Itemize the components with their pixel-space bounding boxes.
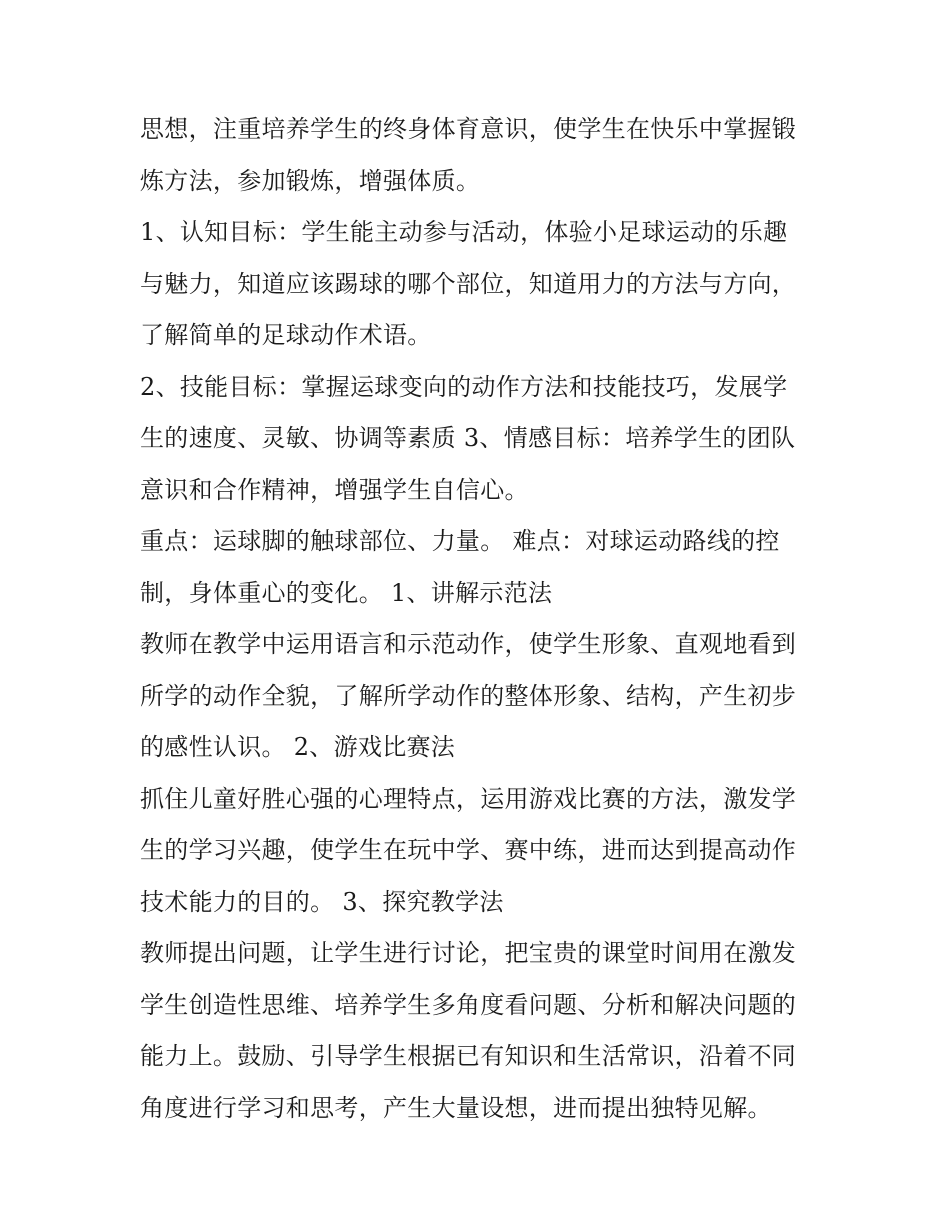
text-line: 教师提出问题，让学生进行讨论，把宝贵的课堂时间用在激发 [140,939,797,967]
text-line: 抓住儿童好胜心强的心理特点，运用游戏比赛的方法，激发学 [140,784,797,813]
text-line: 所学的动作全貌，了解所学动作的整体形象、结构，产生初步 [140,681,797,710]
text-line: 技术能力的目的。 3、探究教学法 [140,887,504,916]
text-line: 的感性认识。 2、游戏比赛法 [140,733,456,761]
text-line: 意识和合作精神，增强学生自信心。 [140,475,529,504]
text-line: 角度进行学习和思考，产生大量设想，进而提出独特见解。 [140,1093,772,1122]
text-line: 思想，注重培养学生的终身体育意识，使学生在快乐中掌握锻 [140,115,797,143]
text-line: 重点：运球脚的触球部位、力量。 难点：对球运动路线的控 [140,527,780,555]
text-line: 制，身体重心的变化。 1、讲解示范法 [140,578,553,607]
text-line: 生的学习兴趣，使学生在玩中学、赛中练，进而达到提高动作 [140,836,797,864]
body-text [140,104,840,1134]
text-line: 生的速度、灵敏、协调等素质 3、情感目标：培养学生的团队 [140,424,796,452]
text-line: 教师在教学中运用语言和示范动作，使学生形象、直观地看到 [140,630,797,658]
text-line: 了解简单的足球动作术语。 [140,321,432,349]
text-line: 与魅力，知道应该踢球的哪个部位，知道用力的方法与方向， [140,269,797,298]
text-line: 炼方法，参加锻炼，增强体质。 [140,166,481,195]
text-line: 学生创造性思维、培养学生多角度看问题、分析和解决问题的 [140,990,797,1019]
text-line: 1、认知目标：学生能主动参与活动，体验小足球运动的乐趣 [140,218,788,246]
text-line: 能力上。鼓励、引导学生根据已有知识和生活常识，沿着不同 [140,1042,797,1070]
text-line: 2、技能目标：掌握运球变向的动作方法和技能技巧，发展学 [140,372,788,401]
